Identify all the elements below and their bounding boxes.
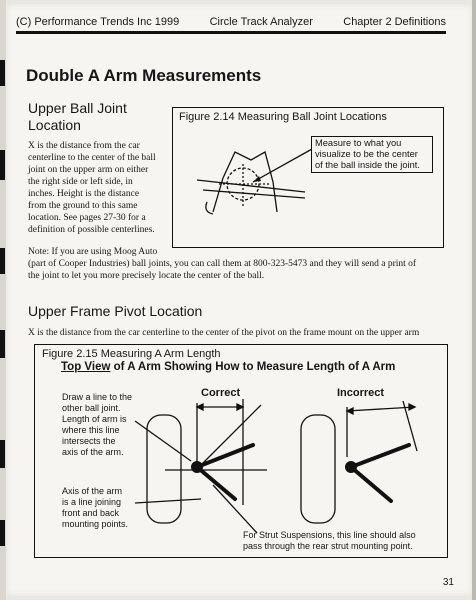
figure-2-15 — [34, 344, 448, 558]
body-line: location. See pages 27-30 for a — [28, 213, 146, 223]
note-line: the joint to let you more precisely locate the center of the ball. — [28, 271, 265, 281]
note-line: Note: If you are using Moog Auto — [28, 247, 158, 257]
section-heading-upper-ball-joint — [28, 100, 127, 134]
note-draw-line — [62, 392, 132, 458]
body-line: inches. Height is the distance — [28, 189, 140, 199]
note-line: Axis of the arm — [62, 486, 123, 496]
ball-joint-dot — [345, 461, 357, 473]
heading-line: Upper Ball Joint — [28, 100, 127, 116]
body-line: X is the distance from the car — [28, 141, 140, 151]
callout-line: of the ball inside the joint. — [315, 160, 420, 170]
ball-center-callout — [311, 136, 433, 173]
note-line: Length of arm is — [62, 414, 127, 424]
binder-hole — [0, 330, 5, 358]
correct-label: Correct — [201, 387, 241, 399]
note-line: mounting points. — [62, 519, 129, 529]
page-number: 31 — [442, 577, 454, 588]
note-line: axis of the arm. — [62, 447, 124, 457]
callout-line: visualize to be the center — [315, 149, 418, 159]
section-body-upper-frame-pivot: X is the distance from the car centerline to the center of the pivot on the frame mount on the upper arm — [28, 328, 420, 338]
strut-note — [243, 530, 416, 552]
heading-line: Location — [28, 117, 81, 133]
note-line: where this line — [62, 425, 120, 435]
body-line: from the ground to this same — [28, 201, 138, 211]
incorrect-label: Incorrect — [337, 387, 385, 399]
binder-hole — [0, 60, 5, 86]
header-copyright: (C) Performance Trends Inc 1999 — [16, 16, 180, 28]
ball-joint-diagram — [173, 108, 443, 247]
body-line: the right side or left side, in — [28, 177, 133, 187]
callout-line: Measure to what you — [315, 138, 402, 148]
note-line: front and back — [62, 508, 120, 518]
note-line: Draw a line to the — [62, 392, 133, 402]
figure-caption: Figure 2.15 Measuring A Arm Length — [42, 348, 221, 360]
moog-note — [28, 246, 448, 282]
note-line: other ball joint. — [62, 403, 121, 413]
running-header — [16, 16, 446, 28]
subtitle-top-view: Top View — [61, 361, 111, 373]
header-chapter: Chapter 2 Definitions — [343, 16, 446, 28]
body-line: centerline to the center of the ball — [28, 153, 156, 163]
figure-caption: Figure 2.14 Measuring Ball Joint Locations — [179, 111, 387, 123]
body-line: joint on the upper arm on either — [28, 165, 149, 175]
binder-hole — [0, 150, 5, 180]
section-heading-upper-frame-pivot: Upper Frame Pivot Location — [28, 303, 203, 319]
binder-hole — [0, 520, 5, 546]
page-edge — [472, 0, 476, 600]
body-line: definition of possible centerlines. — [28, 225, 155, 235]
ball-joint-dot — [191, 461, 203, 473]
page-title: Double A Arm Measurements — [26, 66, 262, 85]
note-line: For Strut Suspensions, this line should also — [243, 530, 416, 540]
binder-hole — [0, 440, 5, 468]
header-program: Circle Track Analyzer — [209, 16, 313, 28]
note-line: intersects the — [62, 436, 116, 446]
note-axis-of-arm — [62, 486, 128, 530]
header-rule — [16, 31, 446, 34]
figure-2-14 — [172, 107, 444, 248]
section-body-upper-ball-joint — [28, 140, 178, 236]
note-line: (part of Cooper Industries) ball joints, you can call them at 800-323-5473 and they will send a print of — [28, 259, 417, 269]
subtitle-rest: of A Arm Showing How to Measure Length of A Arm — [110, 361, 396, 373]
binder-hole — [0, 248, 5, 274]
note-line: is a line joining — [62, 497, 122, 507]
note-line: pass through the rear strut mounting point. — [243, 541, 413, 551]
